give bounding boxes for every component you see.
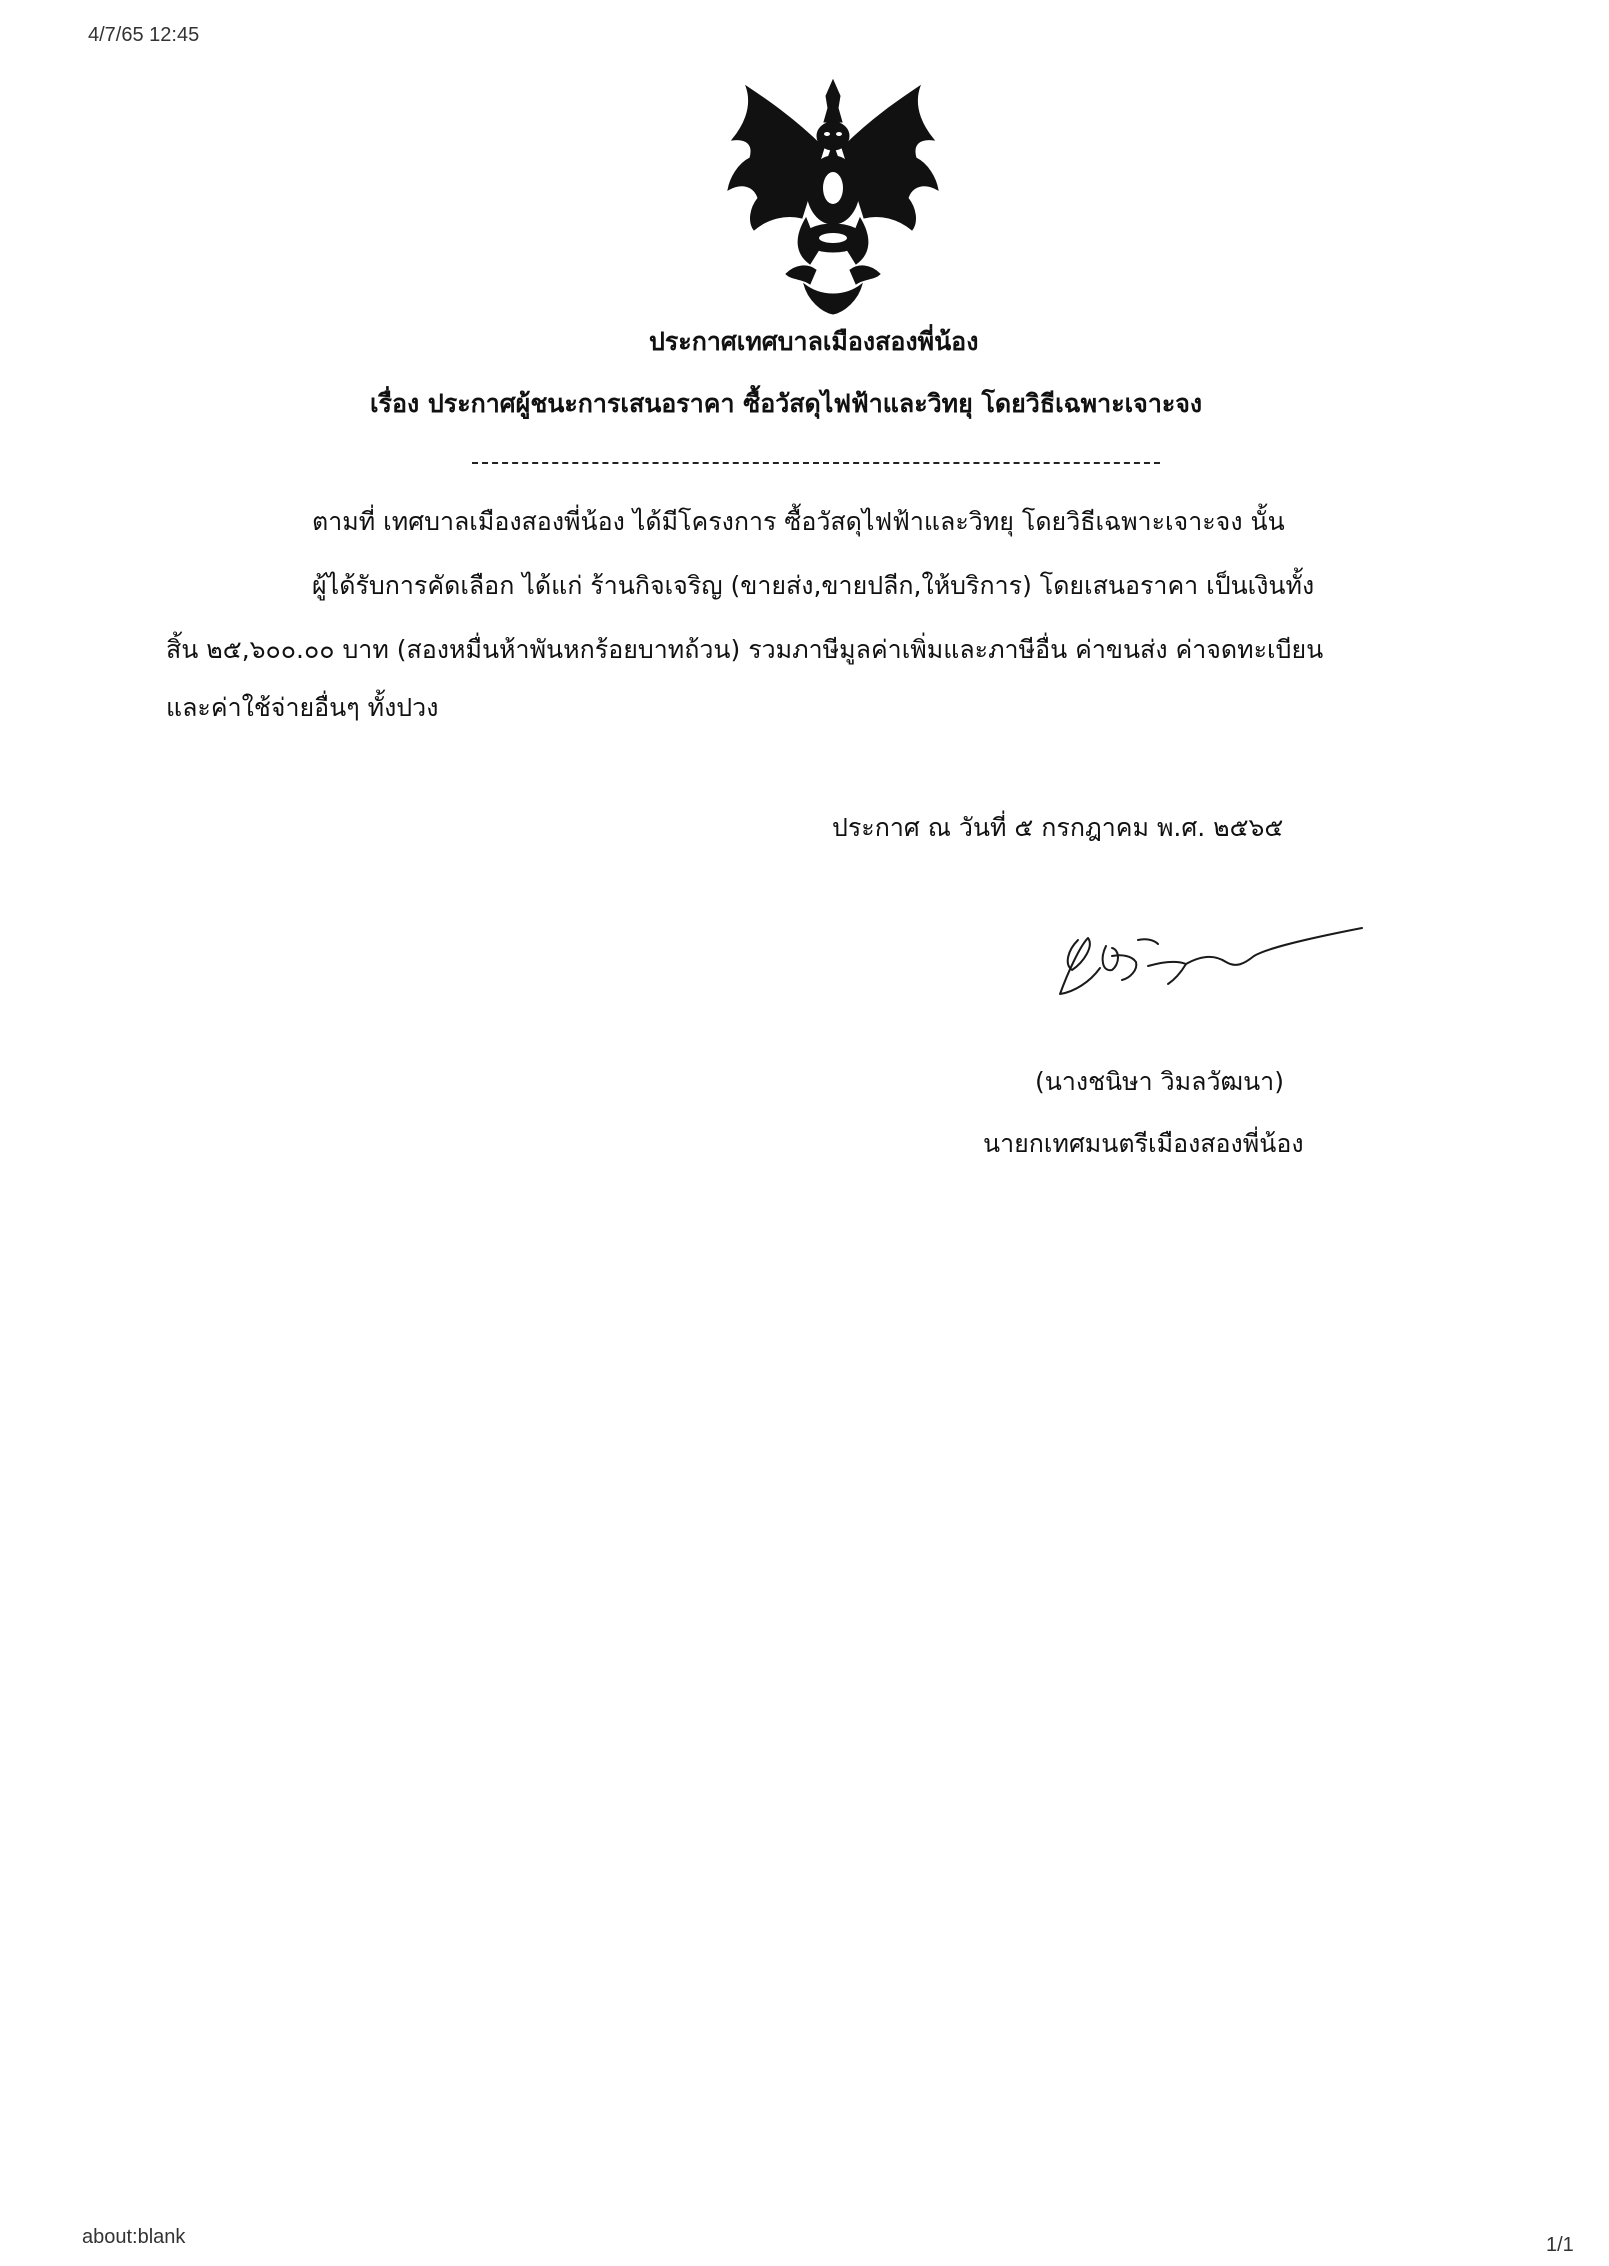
divider <box>472 462 1160 464</box>
handwritten-signature <box>1050 910 1370 1010</box>
announcement-date: ประกาศ ณ วันที่ ๕ กรกฎาคม พ.ศ. ๒๕๖๕ <box>832 813 1284 842</box>
body-line: ตามที่ เทศบาลเมืองสองพี่น้อง ได้มีโครงการ ซื้อวัสดุไฟฟ้าและวิทยุ โดยวิธีเฉพาะเจาะจง นั้น <box>312 507 1285 536</box>
announcement-title: ประกาศเทศบาลเมืองสองพี่น้อง <box>649 327 979 356</box>
body-line: และค่าใช้จ่ายอื่นๆ ทั้งปวง <box>166 693 439 722</box>
body-line: สิ้น ๒๕,๖๐๐.๐๐ บาท (สองหมื่นห้าพันหกร้อยบาทถ้วน) รวมภาษีมูลค่าเพิ่มและภาษีอื่น ค่าขนส่ง ค่าจดทะเบียน <box>166 635 1324 664</box>
signer-name: (นางชนิษา วิมลวัฒนา) <box>1035 1067 1284 1096</box>
print-timestamp: 4/7/65 12:45 <box>88 24 200 46</box>
signer-position: นายกเทศมนตรีเมืองสองพี่น้อง <box>983 1129 1304 1158</box>
print-footer-url: about:blank <box>82 2226 186 2248</box>
announcement-subject: เรื่อง ประกาศผู้ชนะการเสนอราคา ซื้อวัสดุไฟฟ้าและวิทยุ โดยวิธีเฉพาะเจาะจง <box>370 389 1203 418</box>
print-footer-page: 1/1 <box>1546 2234 1574 2256</box>
garuda-emblem-icon <box>724 78 942 316</box>
body-line: ผู้ได้รับการคัดเลือก ได้แก่ ร้านกิจเจริญ (ขายส่ง,ขายปลีก,ให้บริการ) โดยเสนอราคา เป็นเงินทั้ง <box>312 571 1315 600</box>
